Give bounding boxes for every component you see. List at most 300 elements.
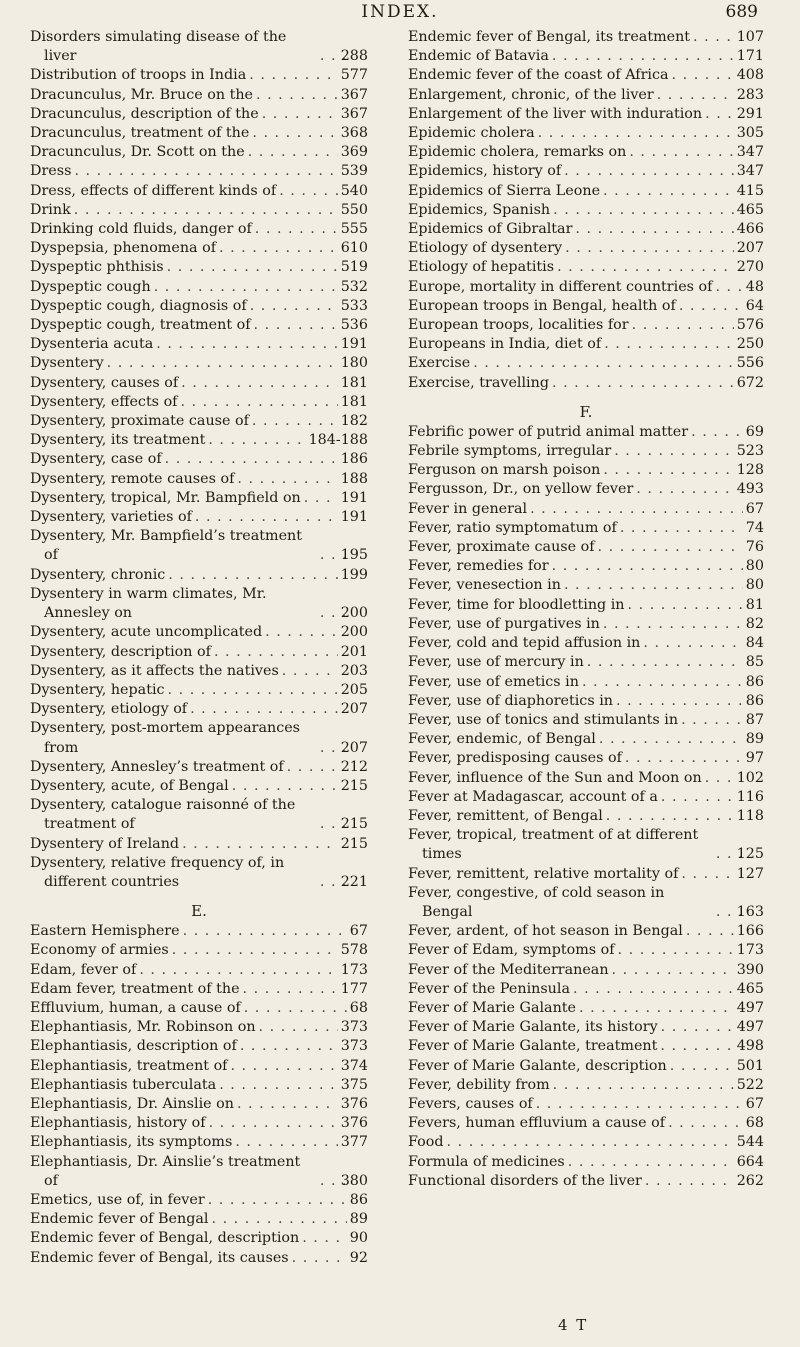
index-entry [30, 527, 368, 565]
entry-page: 191 [340, 336, 368, 353]
entry-term: Fever of Marie Galante, description [408, 1057, 667, 1074]
leader-dots [209, 1114, 338, 1133]
index-entry [408, 500, 764, 519]
entry-term: Distribution of troops in India [30, 67, 247, 84]
index-entry [30, 508, 368, 527]
index-entry [408, 653, 764, 672]
index-entry [30, 1018, 368, 1037]
entry-term: European troops, localities for [408, 317, 629, 334]
leader-dots [287, 758, 338, 777]
index-entry [30, 1076, 368, 1095]
leader-dots [181, 374, 338, 393]
index-entry [30, 1095, 368, 1114]
entry-term: Dysenteria acuta [30, 336, 154, 353]
leader-dots [636, 480, 733, 499]
entry-page: 555 [340, 221, 368, 238]
entry-page: 367 [340, 105, 368, 122]
entry-term: Endemic of Batavia [408, 48, 549, 65]
leader-dots [252, 412, 338, 431]
entry-term: Dyspeptic cough, diagnosis of [30, 297, 247, 314]
index-entry [408, 865, 764, 884]
leader-dots [248, 143, 338, 162]
entry-term: Etiology of hepatitis [408, 259, 555, 276]
entry-page: 89 [349, 1211, 368, 1228]
entry-term: Fever of the Peninsula [408, 980, 570, 997]
leader-dots [686, 922, 734, 941]
entry-term: Exercise [408, 355, 471, 372]
entry-page: 465 [736, 201, 764, 218]
leader-dots [693, 28, 734, 47]
entry-term: Fever, congestive, of cold season in Bengal [408, 884, 665, 920]
entry-term: Dysentery [30, 355, 104, 372]
index-entry [408, 557, 764, 576]
index-entry [30, 922, 368, 941]
index-entry [30, 239, 368, 258]
leader-dots [681, 711, 743, 730]
leader-dots [254, 316, 338, 335]
entry-page: 173 [340, 961, 368, 978]
index-column-left [30, 28, 368, 1268]
leader-dots [661, 1018, 734, 1037]
index-entry [30, 1133, 368, 1152]
entry-term: Dress, effects of different kinds of [30, 182, 277, 199]
entry-term: Fever in general [408, 500, 528, 517]
leader-dots [165, 450, 338, 469]
entry-term: Dysentery, remote causes of [30, 470, 235, 487]
entry-page: 466 [736, 221, 764, 238]
leader-dots [447, 1133, 734, 1152]
entry-page: 64 [745, 297, 764, 314]
index-entry [408, 105, 764, 124]
entry-page: 664 [736, 1153, 764, 1170]
entry-page: 250 [736, 336, 764, 353]
entry-page: 501 [736, 1057, 764, 1074]
index-entry [408, 86, 764, 105]
entry-page: 377 [340, 1134, 368, 1151]
index-entry [408, 769, 764, 788]
leader-dots [681, 865, 733, 884]
entry-term: Fever, use of purgatives in [408, 615, 600, 632]
leader-dots [232, 777, 338, 796]
leader-dots [282, 662, 338, 681]
index-entry [30, 700, 368, 719]
index-entry [408, 615, 764, 634]
entry-page: 186 [340, 451, 368, 468]
leader-dots [557, 258, 734, 277]
leader-dots [211, 1210, 346, 1229]
leader-dots [603, 615, 743, 634]
entry-term: Dysentery, proximate cause of [30, 413, 249, 430]
entry-page: 576 [736, 317, 764, 334]
index-entry [30, 1057, 368, 1076]
entry-term: Fever, influence of the Sun and Moon on [408, 769, 702, 786]
entry-term: Dyspepsia, phenomena of [30, 240, 216, 257]
index-entry [30, 335, 368, 354]
entry-page: 188 [340, 470, 368, 487]
index-entry [30, 316, 368, 335]
entry-term: Fever, use of mercury in [408, 654, 584, 671]
index-entry [30, 758, 368, 777]
leader-dots [598, 538, 743, 557]
index-entry [30, 1191, 368, 1210]
leader-dots [292, 1249, 347, 1268]
entry-page: 215 [340, 835, 368, 852]
entry-term: Dracunculus, treatment of the [30, 125, 250, 142]
index-entry [408, 941, 764, 960]
entry-term: Etiology of dysentery [408, 240, 563, 257]
leader-dots [715, 278, 742, 297]
leader-dots [573, 980, 734, 999]
entry-page: 191 [340, 509, 368, 526]
leader-dots [612, 961, 734, 980]
entry-term: Dress [30, 163, 72, 180]
entry-term: Fever, proximate cause of [408, 539, 595, 556]
entry-term: Febrific power of putrid animal matter [408, 423, 689, 440]
leader-dots [195, 508, 338, 527]
index-entry [30, 143, 368, 162]
index-entry [408, 182, 764, 201]
entry-term: Functional disorders of the liver [408, 1172, 642, 1189]
index-entry [408, 1133, 764, 1152]
leader-dots [219, 1076, 338, 1095]
entry-page: 221 [340, 873, 368, 890]
entry-term: Dysentery, chronic [30, 566, 166, 583]
section-letter: E. [191, 902, 207, 921]
entry-page: 539 [340, 163, 368, 180]
index-entry [30, 662, 368, 681]
entry-page: 205 [340, 681, 368, 698]
entry-page: 201 [340, 643, 368, 660]
index-entry [408, 423, 764, 442]
leader-dots [538, 124, 734, 143]
entry-term: Fever of Marie Galante, its history [408, 1019, 658, 1036]
index-entry [408, 673, 764, 692]
entry-term: Dracunculus, description of the [30, 105, 259, 122]
entry-page: 89 [745, 731, 764, 748]
entry-term: Fever, ratio symptomatum of [408, 519, 617, 536]
leader-dots [180, 393, 337, 412]
leader-dots [235, 1133, 337, 1152]
entry-page: 184-188 [308, 432, 368, 449]
entry-term: Dysentery, Mr. Bampfield’s treatment of [30, 528, 303, 564]
index-entry [30, 450, 368, 469]
entry-page: 125 [736, 846, 764, 863]
index-entry [30, 585, 368, 623]
index-entry [408, 143, 764, 162]
entry-page: 215 [340, 816, 368, 833]
leader-dots [208, 431, 305, 450]
leader-dots [237, 1095, 338, 1114]
index-entry [30, 489, 368, 508]
leader-dots [575, 220, 733, 239]
index-entry [30, 220, 368, 239]
index-entry [408, 239, 764, 258]
entry-page: 102 [736, 769, 764, 786]
leader-dots [679, 297, 743, 316]
entry-page: 536 [340, 317, 368, 334]
leader-dots [249, 66, 337, 85]
leader-dots [259, 1018, 338, 1037]
entry-page: 200 [340, 605, 368, 622]
entry-term: Dysentery, acute, of Bengal [30, 777, 229, 794]
entry-page: 166 [736, 923, 764, 940]
entry-term: Fever, time for bloodletting in [408, 596, 625, 613]
entry-page: 532 [340, 278, 368, 295]
leader-dots [208, 1191, 347, 1210]
leader-dots [691, 423, 743, 442]
entry-page: 76 [745, 539, 764, 556]
entry-term: Epidemic cholera [408, 125, 535, 142]
index-entry [408, 354, 764, 373]
entry-term: Dyspeptic cough, treatment of [30, 317, 251, 334]
entry-page: 369 [340, 144, 368, 161]
entry-page: 497 [736, 999, 764, 1016]
leader-dots [230, 1057, 337, 1076]
index-entry [408, 922, 764, 941]
index-entry [408, 711, 764, 730]
index-entry [408, 220, 764, 239]
leader-dots [154, 278, 338, 297]
index-entry [30, 1114, 368, 1133]
entry-term: Fever, use of emetics in [408, 673, 579, 690]
entry-term: Effluvium, human, a cause of [30, 999, 241, 1016]
entry-term: Dysentery of Ireland [30, 835, 180, 852]
entry-page: 672 [736, 374, 764, 391]
entry-term: Dysentery, relative frequency of, in different countries [30, 854, 285, 890]
entry-page: 544 [736, 1134, 764, 1151]
index-entry [30, 1249, 368, 1268]
entry-term: Exercise, travelling [408, 374, 549, 391]
entry-page: 465 [736, 980, 764, 997]
entry-term: Elephantiasis, treatment of [30, 1057, 228, 1074]
index-entry [408, 278, 764, 297]
leader-dots [670, 1057, 734, 1076]
index-entry [30, 854, 368, 892]
index-entry [30, 719, 368, 757]
leader-dots [603, 182, 734, 201]
entry-page: 368 [340, 125, 368, 142]
entry-page: 67 [349, 923, 368, 940]
leader-dots [587, 653, 743, 672]
entry-term: Dysentery, description of [30, 643, 211, 660]
entry-term: Endemic fever of Bengal [30, 1211, 209, 1228]
entry-page: 390 [736, 961, 764, 978]
entry-term: Dysentery, Annesley’s treatment of [30, 758, 284, 775]
leader-dots [139, 961, 337, 980]
index-entry [408, 258, 764, 277]
entry-term: Europeans in India, diet of [408, 336, 602, 353]
index-entry [30, 835, 368, 854]
entry-term: Epidemics, Spanish [408, 201, 551, 218]
index-entry [30, 470, 368, 489]
index-entry [30, 961, 368, 980]
leader-dots [255, 220, 338, 239]
leader-dots [536, 1095, 743, 1114]
entry-page: 207 [736, 240, 764, 257]
leader-dots [74, 162, 337, 181]
index-entry [408, 374, 764, 393]
index-entry [30, 1210, 368, 1229]
entry-page: 347 [736, 144, 764, 161]
index-entry [408, 1172, 764, 1191]
entry-page: 118 [736, 807, 764, 824]
index-entry [408, 961, 764, 980]
leader-dots [625, 749, 743, 768]
entry-term: Elephantiasis, its symptoms [30, 1134, 233, 1151]
entry-term: Formula of medicines [408, 1153, 565, 1170]
leader-dots [599, 730, 743, 749]
printer-signature: 4 T [558, 1316, 589, 1334]
entry-page: 84 [745, 635, 764, 652]
entry-term: Fever, use of tonics and stimulants in [408, 711, 679, 728]
entry-page: 191 [340, 489, 368, 506]
index-entry [408, 461, 764, 480]
entry-page: 212 [340, 758, 368, 775]
leader-dots [564, 576, 743, 595]
leader-dots [107, 354, 338, 373]
index-entry [30, 86, 368, 105]
index-entry [30, 1037, 368, 1056]
index-entry [408, 788, 764, 807]
leader-dots [660, 1037, 733, 1056]
entry-term: Epidemics of Gibraltar [408, 221, 573, 238]
index-entry [30, 162, 368, 181]
entry-term: Enlargement of the liver with induration [408, 105, 703, 122]
leader-dots [553, 1076, 734, 1095]
index-entry [408, 692, 764, 711]
entry-page: 181 [340, 374, 368, 391]
entry-term: Ferguson on marsh poison [408, 462, 601, 479]
leader-dots [620, 519, 743, 538]
index-entry [408, 980, 764, 999]
leader-dots [705, 105, 734, 124]
leader-dots [156, 335, 337, 354]
index-entry [30, 201, 368, 220]
leader-dots [244, 999, 347, 1018]
index-entry [408, 826, 764, 864]
entry-page: 116 [736, 788, 764, 805]
entry-term: Dysentery, as it affects the natives [30, 662, 279, 679]
entry-page: 87 [745, 711, 764, 728]
leader-dots [183, 922, 347, 941]
entry-page: 128 [736, 462, 764, 479]
entry-page: 415 [736, 182, 764, 199]
entry-term: Elephantiasis, Dr. Ainslie’s treatment of [30, 1153, 301, 1189]
entry-page: 376 [340, 1115, 368, 1132]
index-entry [408, 1018, 764, 1037]
entry-page: 522 [736, 1076, 764, 1093]
leader-dots [661, 788, 734, 807]
entry-term: Food [408, 1134, 444, 1151]
leader-dots [565, 239, 734, 258]
index-entry [30, 297, 368, 316]
leader-dots [250, 297, 338, 316]
entry-term: Fever of the Mediterranean [408, 961, 609, 978]
entry-term: Dracunculus, Dr. Scott on the [30, 144, 245, 161]
entry-page: 173 [736, 942, 764, 959]
leader-dots [657, 86, 734, 105]
index-entry [30, 1229, 368, 1248]
entry-term: Fever, remittent, of Bengal [408, 807, 603, 824]
entry-page: 80 [745, 558, 764, 575]
index-column-right [408, 28, 764, 1191]
entry-term: Fever at Madagascar, account of a [408, 788, 658, 805]
entry-term: Fever, predisposing causes of [408, 750, 622, 767]
leader-dots [168, 681, 338, 700]
entry-page: 74 [745, 519, 764, 536]
index-entry [408, 335, 764, 354]
entry-term: Dysentery, hepatic [30, 681, 165, 698]
entry-term: Edam, fever of [30, 961, 137, 978]
index-entry [408, 1057, 764, 1076]
entry-term: Fever of Edam, symptoms of [408, 942, 615, 959]
entry-term: Endemic fever of Bengal, description [30, 1230, 300, 1247]
index-entry [408, 28, 764, 47]
leader-dots [672, 66, 734, 85]
entry-page: 86 [745, 673, 764, 690]
entry-page: 199 [340, 566, 368, 583]
index-entry [408, 807, 764, 826]
page-number: 689 [725, 2, 758, 22]
leader-dots [530, 500, 743, 519]
entry-page: 374 [340, 1057, 368, 1074]
entry-page: 80 [745, 577, 764, 594]
index-entry [408, 730, 764, 749]
entry-term: Endemic fever of Bengal, its treatment [408, 29, 691, 45]
leader-dots [237, 470, 337, 489]
entry-term: Endemic fever of the coast of Africa [408, 67, 669, 84]
entry-page: 68 [745, 1115, 764, 1132]
entry-term: Epidemics, history of [408, 163, 562, 180]
leader-dots [304, 489, 338, 508]
leader-dots [604, 335, 733, 354]
entry-term: Fever, ardent, of hot season in Bengal [408, 923, 683, 940]
entry-term: Fever, remedies for [408, 558, 549, 575]
page-header [0, 2, 800, 28]
entry-page: 127 [736, 865, 764, 882]
entry-page: 577 [340, 67, 368, 84]
entry-page: 270 [736, 259, 764, 276]
entry-page: 107 [736, 29, 764, 45]
entry-page: 540 [340, 182, 368, 199]
index-entry [30, 777, 368, 796]
entry-page: 497 [736, 1019, 764, 1036]
entry-page: 215 [340, 777, 368, 794]
entry-page: 180 [340, 355, 368, 372]
entry-term: Epidemics of Sierra Leone [408, 182, 601, 199]
entry-term: Dysentery, case of [30, 451, 162, 468]
index-entry [408, 480, 764, 499]
entry-page: 203 [340, 662, 368, 679]
entry-page: 578 [340, 942, 368, 959]
entry-term: Fever of Marie Galante, treatment [408, 1038, 658, 1055]
entry-page: 523 [736, 443, 764, 460]
entry-term: European troops in Bengal, health of [408, 297, 676, 314]
entry-term: Eastern Hemisphere [30, 923, 180, 940]
entry-page: 550 [340, 201, 368, 218]
index-entry [408, 999, 764, 1018]
leader-dots [668, 1114, 743, 1133]
entry-page: 610 [340, 240, 368, 257]
leader-dots [552, 47, 734, 66]
index-entry [408, 1037, 764, 1056]
entry-page: 92 [349, 1249, 368, 1266]
index-entry [408, 124, 764, 143]
leader-dots [552, 557, 743, 576]
entry-term: Fergusson, Dr., on yellow fever [408, 481, 634, 498]
entry-term: Fever, tropical, treatment of at different times [408, 827, 699, 863]
leader-dots [182, 835, 338, 854]
